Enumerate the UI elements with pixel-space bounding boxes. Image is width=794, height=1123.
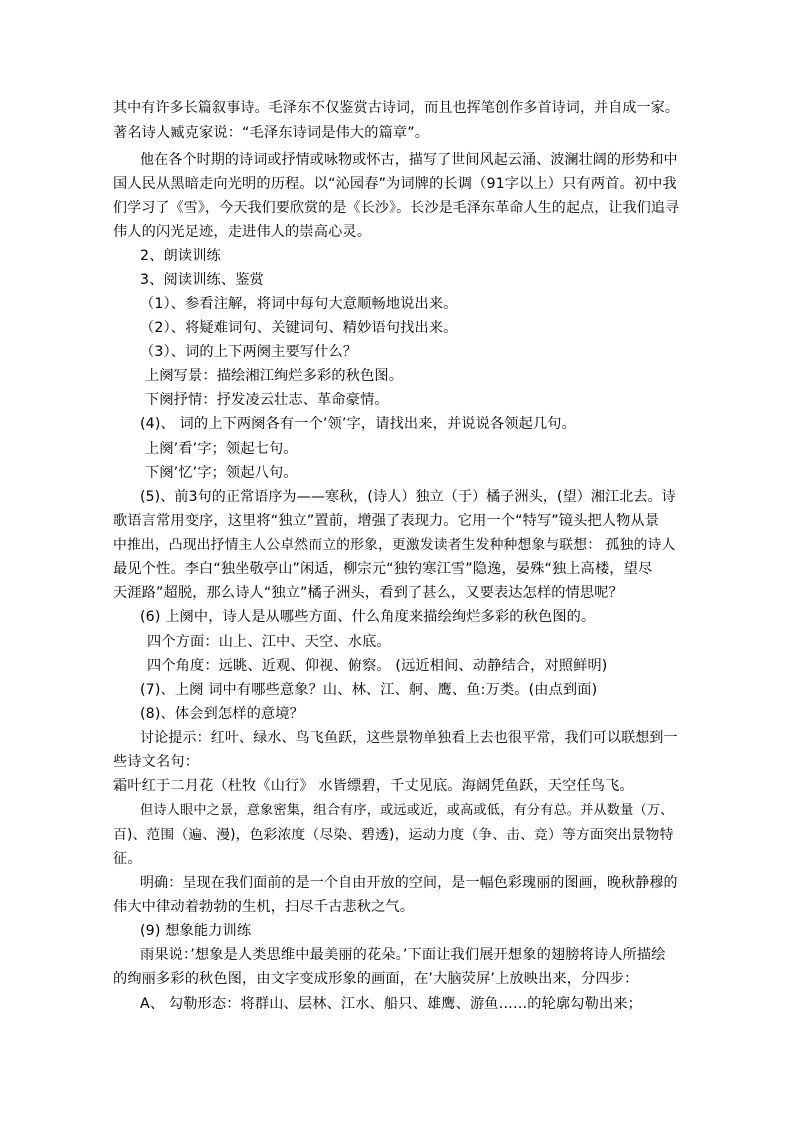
question-item: （2）、将疑难词句、关键词句、精妙语句找出来。 <box>140 320 458 336</box>
text-line: 最见个性。李白“独坐敬亭山”闲适，柳宗元“独钓寒江雪”隐逸，晏殊“独上高楼，望尽 <box>113 561 653 577</box>
question-item: (5)、前3句的正常语序为——寒秋，(诗人）独立（于）橘子洲头，(望）湘江北去。诗 <box>140 489 676 505</box>
text-line: 其中有许多长篇叙事诗。毛泽东不仅鉴赏古诗词，而且也挥笔创作多首诗词，并自成一家。 <box>113 100 679 116</box>
text-line: A、 勾勒形态：将群山、层林、江水、船只、雄鹰、游鱼……的轮廓勾勒出来； <box>140 996 642 1012</box>
answer-line: 上阕写景：描绘湘江绚烂多彩的秋色图。 <box>145 368 404 384</box>
text-line: 他在各个时期的诗词或抒情或咏物或怀古，描写了世间风起云涌、波澜壮阔的形势和中 <box>140 152 678 168</box>
text-line: 雨果说：’想象是人类思维中最美丽的花朵。’下面让我们展开想象的翅膀将诗人所描绘 <box>140 947 666 963</box>
answer-line: 下阕’忆’字；领起八句。 <box>145 465 298 481</box>
text-line: 明确：呈现在我们面前的是一个自由开放的空间，是一幅色彩瑰丽的图画，晚秋静穆的 <box>140 875 678 891</box>
text-line: 霜叶红于二月花（杜牧《山行》 水皆缥碧，千丈见底。海阔凭鱼跃，天空任鸟飞。 <box>113 778 634 794</box>
text-line: 著名诗人臧克家说：“毛泽东诗词是伟大的篇章”。 <box>113 125 430 141</box>
question-item: （1）、参看注解，将词中每句大意顺畅地说出来。 <box>140 296 458 312</box>
section-heading: 3、阅读训练、鉴赏 <box>140 272 264 288</box>
text-line: 征。 <box>113 851 142 867</box>
text-line: 歌语言常用变序，这里将“独立”置前，增强了表现力。它用一个“特写”镜头把人物从景 <box>113 513 660 529</box>
text-line: 伟大中律动着勃勃的生机，扫尽千古悲秋之气。 <box>113 899 415 915</box>
text-line: 讨论提示：红叶、绿水、鸟飞鱼跃，这些景物单独看上去也很平常，我们可以联想到一 <box>140 730 678 746</box>
question-item: (7)、上阕 词中有哪些意象？山、林、江、舸、鹰、鱼:万类。(由点到面) <box>140 682 598 698</box>
text-line: 但诗人眼中之景，意象密集，组合有序，或远或近，或高或低，有分有总。并从数量（万、 <box>140 803 674 818</box>
text-line: 们学习了《雪》，今天我们要欣赏的是《长沙》。长沙是毛泽东革命人生的起点，让我们追寻 <box>113 200 680 216</box>
answer-line: 上阕’看’字；领起七句。 <box>145 441 298 457</box>
answer-line: 四个角度：远眺、近观、仰视、俯察。 (远近相间、动静结合，对照鲜明) <box>147 658 608 674</box>
question-item: (9) 想象能力训练 <box>140 923 252 939</box>
answer-line: 四个方面：山上、江中、天空、水底。 <box>147 634 391 650</box>
text-line: 的绚丽多彩的秋色图，由文字变成形象的画面，在’大脑荧屏’上放映出来，分四步： <box>113 971 639 987</box>
question-item: (8)、体会到怎样的意境？ <box>140 706 304 722</box>
answer-line: 下阕抒情：抒发凌云壮志、革命豪情。 <box>145 392 389 408</box>
text-line: 国人民从黑暗走向光明的历程。以“沁园春”为词牌的长调（91字以上）只有两首。初中我 <box>113 176 677 192</box>
text-line: 百)、范围（遍、漫)，色彩浓度（尽染、碧透)，运动力度（争、击、竞）等方面突出景物特 <box>113 827 674 843</box>
section-heading: 2、朗读训练 <box>140 248 221 264</box>
question-item: (6) 上阕中，诗人是从哪些方面、什么角度来描绘绚烂多彩的秋色图的。 <box>140 609 596 625</box>
question-item: (4)、 词的上下两阕各有一个’领’字，请找出来，并说说各领起几句。 <box>140 416 576 432</box>
question-item: （3）、词的上下两阕主要写什么？ <box>140 344 358 360</box>
text-line: 些诗文名句： <box>113 754 200 770</box>
text-line: 伟人的闪光足迹，走进伟人的崇高心灵。 <box>113 224 372 240</box>
text-line: 中推出，凸现出抒情主人公卓然而立的形象，更激发读者生发种种想象与联想： 孤独的诗人 <box>113 537 676 553</box>
text-line: 天涯路”超脱，那么诗人“独立”橘子洲头，看到了甚么，又要表达怎样的情思呢？ <box>113 585 623 601</box>
